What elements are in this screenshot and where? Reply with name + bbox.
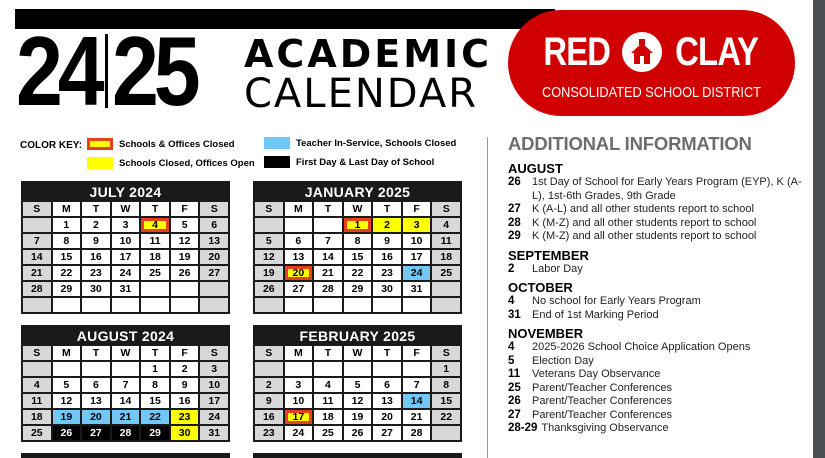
day-cell: 8 [432, 378, 460, 392]
key-schools-closed-offices-open [87, 157, 255, 169]
info-entry-date: 31 [508, 308, 521, 321]
day-cell: 10 [112, 234, 140, 248]
weekday-header: F [403, 202, 431, 216]
empty-day-cell [171, 298, 199, 312]
calendar-grid [255, 346, 460, 440]
empty-day-cell [314, 362, 342, 376]
day-cell: 28 [112, 426, 140, 440]
weekday-header: W [344, 346, 372, 360]
info-entry-date: 28-29 [508, 422, 538, 434]
empty-day-cell [344, 362, 372, 376]
empty-day-cell [200, 282, 228, 296]
day-cell: 31 [200, 426, 228, 440]
day-cell: 31 [112, 282, 140, 296]
weekday-header: S [432, 346, 460, 360]
info-entry-date: 28 [508, 216, 521, 229]
day-cell: 19 [171, 250, 199, 264]
day-cell: 25 [432, 266, 460, 280]
day-cell: 2 [171, 362, 199, 376]
day-cell: 2 [373, 218, 401, 232]
day-cell: 21 [314, 266, 342, 280]
day-cell: 29 [141, 426, 169, 440]
key-first-last-day [264, 156, 434, 168]
school-year-heading [16, 16, 209, 126]
day-cell: 27 [82, 426, 110, 440]
day-cell: 25 [314, 426, 342, 440]
empty-day-cell [23, 218, 51, 232]
weekday-header: T [141, 346, 169, 360]
empty-day-cell [255, 298, 283, 312]
day-cell: 16 [255, 410, 283, 424]
day-cell: 22 [53, 266, 81, 280]
day-cell: 23 [255, 426, 283, 440]
day-cell: 8 [53, 234, 81, 248]
day-cell: 21 [23, 266, 51, 280]
day-cell: 6 [82, 378, 110, 392]
info-entry [508, 176, 808, 203]
day-cell: 18 [432, 250, 460, 264]
day-cell: 11 [432, 234, 460, 248]
empty-day-cell [53, 298, 81, 312]
info-entry-text: End of 1st Marking Period [532, 308, 659, 321]
day-cell: 5 [53, 378, 81, 392]
weekday-header: F [171, 346, 199, 360]
day-cell: 14 [314, 250, 342, 264]
empty-day-cell [112, 298, 140, 312]
info-entry [508, 217, 808, 231]
key-teacher-in-service [264, 137, 456, 149]
weekday-header: T [141, 202, 169, 216]
day-cell: 6 [373, 378, 401, 392]
swatch-blue [264, 137, 290, 149]
color-key [20, 137, 470, 177]
day-cell: 13 [82, 394, 110, 408]
weekday-header: M [53, 202, 81, 216]
day-cell: 4 [432, 218, 460, 232]
empty-day-cell [255, 218, 283, 232]
info-section [508, 161, 808, 244]
info-entry [508, 368, 808, 382]
day-cell: 7 [23, 234, 51, 248]
title-calendar: CALENDAR [244, 71, 479, 117]
additional-info-title: ADDITIONAL INFORMATION [508, 133, 752, 154]
empty-day-cell [82, 298, 110, 312]
day-cell: 10 [200, 378, 228, 392]
info-entry [508, 422, 808, 436]
info-entry-text: 2025-2026 School Choice Application Opens [532, 341, 751, 353]
empty-day-cell [432, 282, 460, 296]
empty-day-cell [285, 362, 313, 376]
title-academic: ACADEMIC [244, 32, 493, 76]
empty-day-cell [373, 362, 401, 376]
district-logo [508, 10, 795, 116]
day-cell: 29 [53, 282, 81, 296]
day-cell: 13 [373, 394, 401, 408]
key-schools-offices-closed [87, 138, 235, 150]
info-entry-text: 1st Day of School for Early Years Program (EYP), K (A-L), 1st-6th Grades, 9th Grade [532, 176, 802, 202]
empty-day-cell [23, 362, 51, 376]
day-cell: 5 [344, 378, 372, 392]
day-cell: 12 [255, 250, 283, 264]
info-entry-text: Parent/Teacher Conferences [532, 395, 673, 407]
day-cell: 15 [432, 394, 460, 408]
day-cell: 21 [403, 410, 431, 424]
day-cell: 11 [314, 394, 342, 408]
info-section [508, 248, 808, 277]
info-entry-date: 25 [508, 381, 521, 394]
day-cell: 11 [141, 234, 169, 248]
day-cell: 14 [112, 394, 140, 408]
weekday-header: S [23, 346, 51, 360]
column-divider [487, 137, 488, 458]
day-cell: 25 [141, 266, 169, 280]
empty-day-cell [344, 298, 372, 312]
empty-day-cell [432, 298, 460, 312]
info-entry-date: 5 [508, 354, 515, 367]
day-cell: 6 [200, 218, 228, 232]
day-cell: 24 [285, 426, 313, 440]
empty-day-cell [112, 362, 140, 376]
weekday-header: T [82, 346, 110, 360]
day-cell: 11 [23, 394, 51, 408]
day-cell: 21 [112, 410, 140, 424]
year-start: 24 [16, 16, 100, 126]
calendar-next-left-partial [21, 453, 230, 458]
day-cell: 12 [53, 394, 81, 408]
weekday-header: S [23, 202, 51, 216]
info-entry-date: 4 [508, 341, 515, 353]
empty-day-cell [285, 298, 313, 312]
day-cell: 2 [82, 218, 110, 232]
weekday-header: W [112, 346, 140, 360]
weekday-header: M [53, 346, 81, 360]
info-entry-text: Election Day [532, 354, 594, 367]
empty-day-cell [432, 426, 460, 440]
info-month-heading: NOVEMBER [508, 326, 584, 341]
weekday-header: T [373, 202, 401, 216]
day-cell: 16 [373, 250, 401, 264]
key-label: Schools Closed, Offices Open [119, 157, 255, 169]
empty-day-cell [82, 362, 110, 376]
empty-day-cell [373, 298, 401, 312]
info-entry [508, 309, 808, 323]
info-entry [508, 263, 808, 277]
day-cell: 25 [23, 426, 51, 440]
day-cell: 15 [53, 250, 81, 264]
weekday-header: T [82, 202, 110, 216]
info-entry [508, 382, 808, 396]
info-entry-date: 27 [508, 203, 521, 215]
day-cell: 27 [200, 266, 228, 280]
day-cell: 4 [141, 218, 169, 232]
day-cell: 3 [200, 362, 228, 376]
day-cell: 16 [82, 250, 110, 264]
empty-day-cell [23, 298, 51, 312]
empty-day-cell [314, 218, 342, 232]
day-cell: 22 [141, 410, 169, 424]
empty-day-cell [403, 298, 431, 312]
day-cell: 20 [285, 266, 313, 280]
day-cell: 23 [373, 266, 401, 280]
logo-brand [508, 32, 795, 72]
info-entry-text: No school for Early Years Program [532, 295, 701, 307]
day-cell: 19 [53, 410, 81, 424]
logo-brand-left: RED [543, 30, 611, 74]
info-entry-text: Labor Day [532, 262, 583, 275]
key-label: Teacher In-Service, Schools Closed [296, 137, 457, 149]
page-title [244, 32, 493, 117]
weekday-header: F [403, 346, 431, 360]
info-entry-text: Parent/Teacher Conferences [532, 381, 673, 394]
schoolhouse-icon [622, 32, 662, 72]
day-cell: 17 [112, 250, 140, 264]
day-cell: 30 [171, 426, 199, 440]
day-cell: 24 [112, 266, 140, 280]
weekday-header: T [314, 202, 342, 216]
day-cell: 30 [373, 282, 401, 296]
day-cell: 20 [373, 410, 401, 424]
empty-day-cell [53, 362, 81, 376]
day-cell: 9 [373, 234, 401, 248]
info-entry [508, 409, 808, 423]
day-cell: 18 [314, 410, 342, 424]
day-cell: 26 [344, 426, 372, 440]
info-section [508, 326, 808, 436]
day-cell: 26 [255, 282, 283, 296]
day-cell: 29 [344, 282, 372, 296]
info-entry-date: 27 [508, 408, 521, 421]
info-entry-date: 26 [508, 176, 521, 188]
calendar-grid [255, 202, 460, 312]
info-entry [508, 230, 808, 244]
weekday-header: S [200, 346, 228, 360]
day-cell: 12 [344, 394, 372, 408]
empty-day-cell [200, 298, 228, 312]
weekday-header: W [112, 202, 140, 216]
day-cell: 26 [171, 266, 199, 280]
day-cell: 24 [200, 410, 228, 424]
info-entry [508, 203, 808, 217]
weekday-header: S [200, 202, 228, 216]
day-cell: 5 [171, 218, 199, 232]
empty-day-cell [141, 282, 169, 296]
day-cell: 13 [200, 234, 228, 248]
day-cell: 28 [23, 282, 51, 296]
info-section [508, 280, 808, 322]
info-month-heading: SEPTEMBER [508, 247, 589, 263]
empty-day-cell [171, 282, 199, 296]
weekday-header: M [285, 202, 313, 216]
day-cell: 9 [82, 234, 110, 248]
calendar-february-2025 [253, 325, 462, 442]
day-cell: 3 [285, 378, 313, 392]
empty-day-cell [255, 362, 283, 376]
day-cell: 17 [200, 394, 228, 408]
day-cell: 1 [53, 218, 81, 232]
info-entry-text: Thanksgiving Observance [541, 422, 669, 434]
day-cell: 12 [171, 234, 199, 248]
weekday-header: S [255, 346, 283, 360]
day-cell: 14 [403, 394, 431, 408]
day-cell: 23 [171, 410, 199, 424]
day-cell: 1 [344, 218, 372, 232]
day-cell: 16 [171, 394, 199, 408]
weekday-header: T [373, 346, 401, 360]
day-cell: 9 [255, 394, 283, 408]
day-cell: 13 [285, 250, 313, 264]
logo-brand-right: CLAY [674, 30, 758, 74]
day-cell: 23 [82, 266, 110, 280]
info-month-heading: OCTOBER [508, 280, 573, 295]
calendar-january-2025 [253, 181, 462, 314]
key-label: First Day & Last Day of School [296, 156, 435, 168]
day-cell: 15 [344, 250, 372, 264]
day-cell: 19 [344, 410, 372, 424]
calendar-grid [23, 202, 228, 312]
calendar-grid [23, 346, 228, 440]
weekday-header: F [171, 202, 199, 216]
day-cell: 28 [314, 282, 342, 296]
info-entry-date: 26 [508, 395, 521, 407]
day-cell: 3 [112, 218, 140, 232]
day-cell: 1 [432, 362, 460, 376]
day-cell: 26 [53, 426, 81, 440]
day-cell: 4 [23, 378, 51, 392]
day-cell: 30 [82, 282, 110, 296]
day-cell: 27 [285, 282, 313, 296]
day-cell: 20 [82, 410, 110, 424]
day-cell: 3 [403, 218, 431, 232]
day-cell: 27 [373, 426, 401, 440]
day-cell: 10 [403, 234, 431, 248]
day-cell: 31 [403, 282, 431, 296]
viewer-scrollbar-edge [813, 0, 825, 458]
day-cell: 6 [285, 234, 313, 248]
day-cell: 9 [171, 378, 199, 392]
day-cell: 18 [23, 410, 51, 424]
calendar-title: FEBRUARY 2025 [299, 328, 416, 344]
empty-day-cell [403, 362, 431, 376]
day-cell: 8 [344, 234, 372, 248]
info-entry [508, 355, 808, 369]
day-cell: 1 [141, 362, 169, 376]
year-end: 25 [112, 16, 196, 126]
additional-information [508, 133, 808, 440]
info-month-heading: AUGUST [508, 161, 563, 176]
day-cell: 22 [344, 266, 372, 280]
calendar-next-right-partial [253, 453, 462, 458]
info-entry-text: K (M-Z) and all other students report to school [532, 230, 757, 242]
calendar-august-2024 [21, 325, 230, 442]
key-label: Schools & Offices Closed [119, 138, 235, 150]
day-cell: 18 [141, 250, 169, 264]
logo-subtitle: CONSOLIDATED SCHOOL DISTRICT [542, 84, 761, 101]
calendar-title: JANUARY 2025 [304, 184, 411, 200]
year-separator [105, 34, 108, 108]
info-entry-text: K (A-L) and all other students report to school [532, 203, 754, 215]
calendar-title: AUGUST 2024 [76, 328, 175, 344]
info-entry-text: Parent/Teacher Conferences [532, 408, 673, 421]
weekday-header: M [285, 346, 313, 360]
day-cell: 19 [255, 266, 283, 280]
info-entry-text: K (M-Z) and all other students report to school [532, 216, 757, 229]
info-entry-date: 29 [508, 230, 521, 242]
day-cell: 2 [255, 378, 283, 392]
calendar-july-2024 [21, 181, 230, 314]
info-entry-date: 2 [508, 262, 515, 275]
swatch-black [264, 156, 290, 168]
day-cell: 7 [403, 378, 431, 392]
color-key-label: COLOR KEY: [20, 140, 83, 151]
day-cell: 7 [314, 234, 342, 248]
info-entry [508, 295, 808, 309]
day-cell: 7 [112, 378, 140, 392]
day-cell: 22 [432, 410, 460, 424]
weekday-header: W [344, 202, 372, 216]
swatch-yellow [87, 157, 113, 169]
info-entry-date: 11 [508, 368, 521, 380]
empty-day-cell [314, 298, 342, 312]
day-cell: 14 [23, 250, 51, 264]
info-entry-text: Veterans Day Observance [532, 368, 661, 380]
day-cell: 28 [403, 426, 431, 440]
day-cell: 17 [403, 250, 431, 264]
day-cell: 24 [403, 266, 431, 280]
info-entry [508, 341, 808, 355]
weekday-header: S [432, 202, 460, 216]
weekday-header: S [255, 202, 283, 216]
empty-day-cell [141, 298, 169, 312]
swatch-closed [87, 138, 113, 150]
day-cell: 8 [141, 378, 169, 392]
info-sections [508, 161, 808, 436]
day-cell: 5 [255, 234, 283, 248]
info-entry [508, 395, 808, 409]
weekday-header: T [314, 346, 342, 360]
empty-day-cell [285, 218, 313, 232]
day-cell: 20 [200, 250, 228, 264]
day-cell: 10 [285, 394, 313, 408]
day-cell: 4 [314, 378, 342, 392]
info-entry-date: 4 [508, 295, 515, 307]
day-cell: 15 [141, 394, 169, 408]
day-cell: 17 [285, 410, 313, 424]
calendar-title: JULY 2024 [89, 184, 162, 200]
